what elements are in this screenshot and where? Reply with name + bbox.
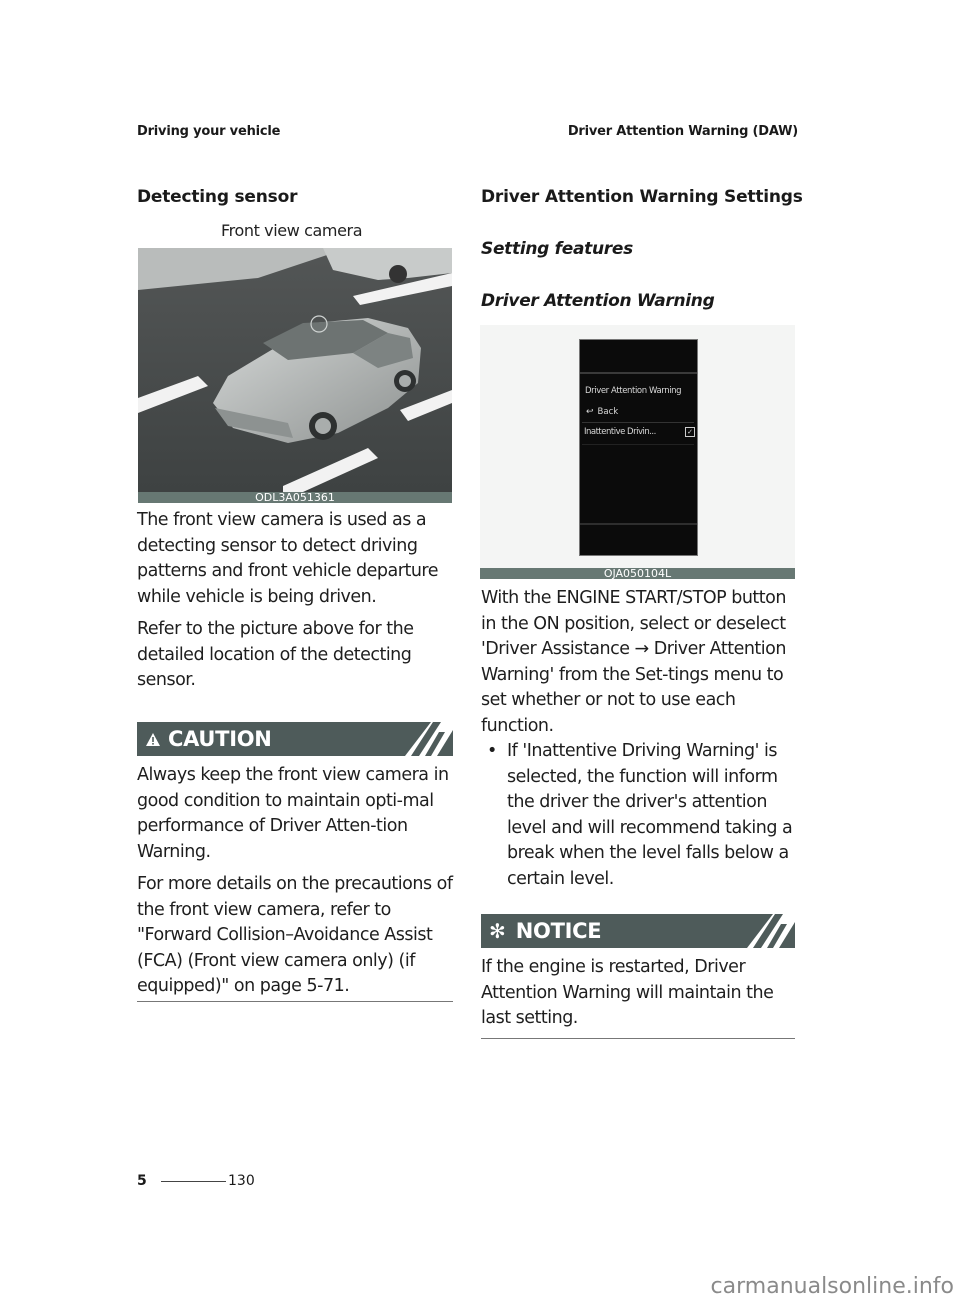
bullet-item — [481, 739, 799, 892]
screen-divider — [580, 372, 697, 374]
screen-inattentive-item[interactable] — [584, 427, 695, 437]
footer-rule — [161, 1181, 226, 1182]
caution-body — [137, 763, 457, 1007]
car-illustration — [138, 248, 452, 492]
notice-end-rule — [481, 1038, 795, 1039]
checkbox-checked-icon[interactable]: ✓ — [685, 427, 695, 437]
figure-label: Front view camera — [221, 221, 363, 240]
figure-car-camera — [138, 248, 452, 503]
caution-end-rule — [137, 1001, 453, 1002]
section-title-settings: Driver Attention Warning Settings — [481, 187, 803, 207]
caution-paragraph: For more details on the precautions of the front view camera, refer to "Forward Collision–Avoidance Assist (FCA) (Front view camera only) (if equipped)" on page 5-71. — [137, 874, 453, 996]
screen-divider — [580, 523, 697, 525]
figure-id-caption: ODL3A051361 — [138, 492, 452, 503]
footer-page-number: 130 — [228, 1173, 255, 1189]
banner-stripes-decoration — [405, 722, 453, 756]
figure-id-caption: OJA050104L — [480, 568, 795, 579]
caution-title: CAUTION — [168, 727, 272, 751]
caution-banner — [137, 722, 453, 756]
bullet-dot-icon: • — [487, 741, 497, 761]
subsubsection-title: Driver Attention Warning — [481, 291, 715, 311]
paragraph: Refer to the picture above for the detailed location of the detecting sensor. — [137, 619, 414, 690]
banner-stripes-decoration — [747, 914, 795, 948]
watermark: carmanualsonline.info — [710, 1274, 954, 1299]
notice-title: NOTICE — [515, 919, 602, 943]
screen-back-item[interactable] — [586, 407, 618, 417]
inattentive-label: Inattentive Drivin... — [584, 427, 656, 437]
paragraph: With the ENGINE START/STOP button in the ON position, select or deselect 'Driver Assistance → Driver Attention Warning' from the Set-tings menu to set whether or not to use each function. — [481, 588, 786, 736]
subsection-title: Setting features — [481, 239, 633, 259]
section-title-detecting-sensor: Detecting sensor — [137, 187, 298, 207]
figure-settings-screen — [480, 325, 795, 579]
notice-text: If the engine is restarted, Driver Attention Warning will maintain the last setting. — [481, 957, 774, 1028]
back-label: Back — [597, 407, 619, 417]
caution-paragraph: Always keep the front view camera in good condition to maintain opti-mal performance of Driver Atten-tion Warning. — [137, 765, 449, 862]
footer-chapter: 5 — [137, 1173, 147, 1189]
notice-body — [481, 955, 799, 1039]
screen-divider — [582, 444, 694, 445]
left-body-text — [137, 508, 457, 701]
bullet-text: If 'Inattentive Driving Warning' is selected, the function will inform the driver the driver's attention level and will recommend taking a break when the level falls below a certain level. — [507, 741, 793, 889]
asterisk-icon: ✻ — [489, 919, 506, 943]
right-body-text — [481, 586, 799, 892]
warning-triangle-icon — [146, 733, 160, 746]
screen-title: Driver Attention Warning — [585, 386, 682, 396]
cluster-screen — [579, 339, 698, 556]
screen-divider — [582, 422, 694, 423]
running-header-right: Driver Attention Warning (DAW) — [567, 124, 798, 139]
paragraph: The front view camera is used as a detecting sensor to detect driving patterns and front vehicle departure while vehicle is being driven. — [137, 510, 438, 607]
running-header-left: Driving your vehicle — [137, 124, 281, 139]
back-arrow-icon: ↩ — [586, 407, 594, 417]
notice-banner — [481, 914, 795, 948]
